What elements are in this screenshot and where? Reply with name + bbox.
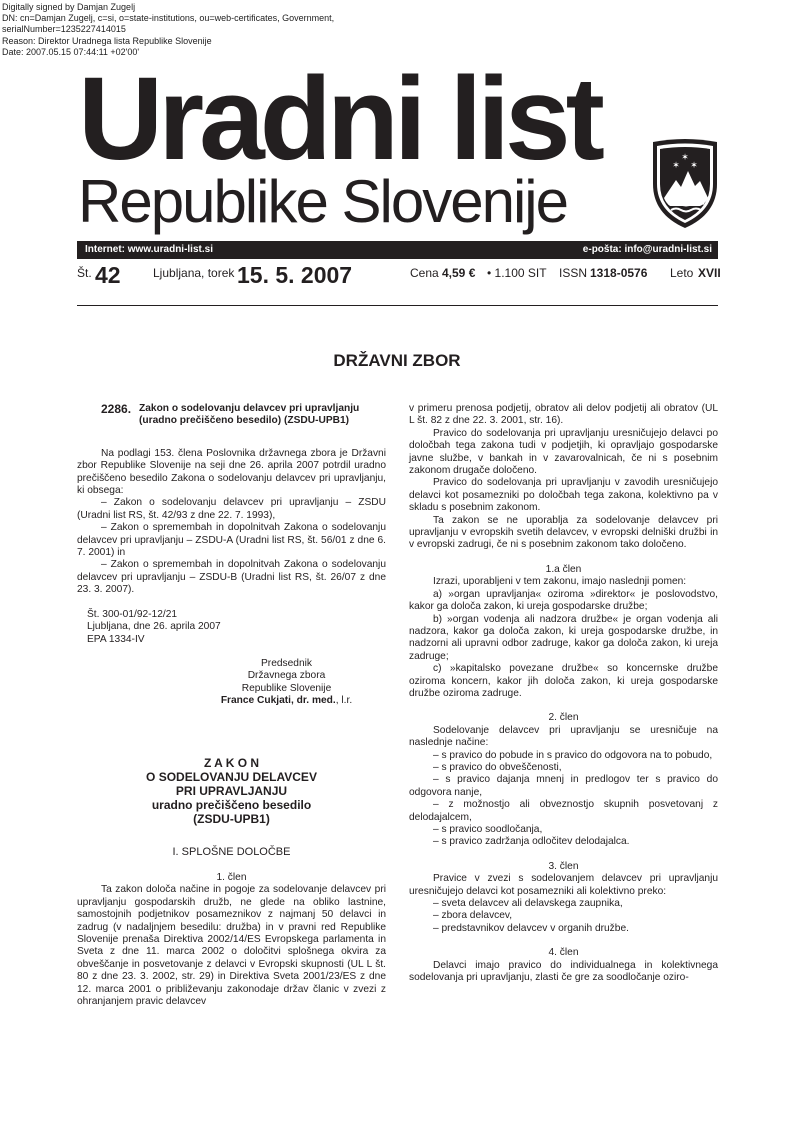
- price-eur: 4,59 €: [442, 266, 476, 280]
- article-heading: 2. člen: [548, 712, 579, 724]
- article-heading: 1.a člen: [545, 563, 582, 575]
- article-paragraph: Pravice v zvezi s sodelovanjem delavcev pri upravljanju uresničujejo delavci kot posamezniki ali kolektivno preko:: [409, 873, 718, 897]
- intro-paragraph: Na podlagi 153. člena Poslovnika državnega zbora je Državni zbor Republike Slovenije na seji dne 26. aprila 2007 potrdil uradno prečiščeno besedilo Zakona o sodelovanju delavcev pri upravljanju, ki obsega:: [77, 447, 386, 497]
- article-paragraph: Izrazi, uporabljeni v tem zakonu, imajo naslednji pomen:: [433, 576, 687, 588]
- svg-text:✶: ✶: [672, 161, 680, 171]
- signature-line: DN: cn=Damjan Zugelj, c=si, o=state-institutions, ou=web-certificates, Government,: [2, 13, 335, 24]
- svg-text:✶: ✶: [690, 161, 698, 171]
- reference-epa: EPA 1334-IV: [87, 633, 145, 645]
- signature-line: serialNumber=1235227414015: [2, 24, 126, 35]
- article-heading: 4. člen: [548, 947, 579, 959]
- list-item: – s pravico soodločanja,: [433, 824, 543, 835]
- signatory-title: Državnega zbora: [247, 670, 326, 682]
- item-title-line: Zakon o sodelovanju delavcev pri upravljanju: [139, 403, 360, 414]
- list-item: – s pravico do pobude in s pravico do odgovora na to pobudo,: [433, 749, 713, 761]
- issn-number: 1318-0576: [590, 266, 648, 280]
- law-list-item: – Zakon o sodelovanju delavcev pri upravljanju – ZSDU (Uradni list RS, št. 42/93 z dne 22. 7. 1993),: [77, 497, 386, 521]
- list-item: – s pravico dajanja mnenj in predlogov ter s pravico do odgovora nanje,: [409, 774, 718, 798]
- article-paragraph: Ta zakon določa načine in pogoje za sodelovanje delavcev pri upravljanju gospodarskih družb, ne glede na obliko lastnine, samostojnih podjetnikov posameznikov z najmanj 50 delavci in zadrug (v nadaljnjem besedilu: družba) in v pravni red Republike Slovenije prenaša Direktiva 2002/14/ES Evropskega parlamenta in Sveta z dne 11. marca 2002 o določitvi splošnega okvira za obveščanje in posvetovanje z delavci v Evropski skupnosti (UL L št. 80 z dne 23. 3. 2002, str. 29) in Direktiva Sveta 2001/23/ES z dne 12. marca 2001 o približevanju zakonodaje držav članic v zvezi z ohranjanjem pravic delavcev: [77, 884, 386, 1007]
- definition-item: c) »kapitalsko povezane družbe« so koncernske družbe oziroma koncern, kakor jih določa zakon, ki ureja gospodarske družbe oziroma zadruge.: [409, 663, 718, 699]
- list-item: – predstavnikov delavcev v organih družbe.: [433, 922, 629, 934]
- header-divider: [77, 305, 718, 306]
- law-title-subtitle: uradno prečiščeno besedilo: [151, 797, 312, 812]
- email-link[interactable]: e-pošta: info@uradni-list.si: [582, 244, 712, 255]
- issue-number-label: Št.: [77, 266, 92, 280]
- article-paragraph: v primeru prenosa podjetij, obratov ali delov podjetij ali obratov (UL L št. 82 z dne 22. 3. 2001, str. 16).: [409, 403, 718, 427]
- signature-line: Reason: Direktor Uradnega lista Republike Slovenije: [2, 35, 212, 46]
- law-list-item: – Zakon o spremembah in dopolnitvah Zakona o sodelovanju delavcev pri upravljanju – ZSDU-B (Uradni list RS, št. 26/07 z dne 23. 3. 2007).: [77, 559, 386, 596]
- article-heading: 1. člen: [216, 871, 247, 883]
- reference-number: Št. 300-01/92-12/21: [87, 608, 178, 620]
- reference-place-date: Ljubljana, dne 26. aprila 2007: [87, 621, 221, 633]
- list-item: – zbora delavcev,: [433, 910, 513, 922]
- signature-line: Date: 2007.05.15 07:44:11 +02'00': [2, 46, 140, 57]
- law-title-abbr: (ZSDU-UPB1): [193, 811, 270, 826]
- list-item: – s pravico do obveščenosti,: [433, 761, 562, 773]
- coat-of-arms-icon: [650, 138, 720, 230]
- definition-item: b) »organ vodenja ali nadzora družbe« je organ vodenja ali nadzora, kakor ga določa zakon, ki ureja gospodarske družbe, in nadzorni ali upravni odbor zadruge, kakor ga določa zakon, ki ureja zadruge;: [409, 613, 718, 662]
- issn-label: ISSN: [559, 266, 588, 280]
- list-item: – s pravico zadržanja odločitev delodajalca.: [433, 836, 630, 848]
- item-title-line: (uradno prečiščeno besedilo) (ZSDU-UPB1): [139, 415, 350, 427]
- issue-number: 42: [95, 262, 121, 288]
- list-item: – sveta delavcev ali delavskega zaupnika,: [433, 898, 623, 910]
- masthead-subtitle: Republike Slovenije: [78, 168, 567, 235]
- article-paragraph: Delavci imajo pravico do individualnega in kolektivnega sodelovanja pri upravljanju, zlasti če gre za soodločanje oziro-: [409, 959, 718, 984]
- internet-link[interactable]: Internet: www.uradni-list.si: [85, 244, 213, 255]
- list-item: – z možnostjo ali obveznostjo skupnih posvetovanj z delodajalcem,: [409, 799, 718, 823]
- price-sit: • 1.100 SIT: [487, 266, 547, 280]
- law-title-word: Z A K O N: [203, 755, 260, 770]
- article-heading: 3. člen: [548, 860, 579, 872]
- item-number: 2286.: [101, 402, 132, 416]
- law-title: O SODELOVANJU DELAVCEV: [146, 769, 317, 784]
- price-label: Cena: [410, 266, 439, 280]
- chapter-heading: I. SPLOŠNE DOLOČBE: [172, 845, 291, 858]
- issue-info: [77, 262, 721, 292]
- article-paragraph: Pravico do sodelovanja pri upravljanju v zavodih uresničujejo delavci kot posamezniki po določbah tega zakona, kolektivno pa v skladu s posebnim zakonom.: [409, 477, 718, 514]
- item-header: [77, 403, 386, 428]
- definition-item: a) »organ upravljanja« oziroma »direktor« je poslovodstvo, kakor ga določa zakon, ki ureja gospodarske družbe;: [409, 588, 718, 613]
- signatory-title: Republike Slovenije: [241, 682, 332, 694]
- contact-bar: [77, 241, 718, 259]
- signatory-title: Predsednik: [261, 657, 312, 669]
- item-title: [139, 403, 359, 428]
- masthead-title: Uradni list: [78, 53, 600, 185]
- year-number: XVII: [698, 266, 721, 280]
- article-paragraph: Sodelovanje delavcev pri upravljanju se uresničuje na naslednje načine:: [409, 724, 718, 749]
- right-column: [409, 403, 718, 984]
- digital-signature-block: [2, 2, 334, 58]
- left-column: [77, 403, 386, 1008]
- year-label: Leto: [670, 266, 694, 280]
- law-list-item: – Zakon o spremembah in dopolnitvah Zakona o sodelovanju delavcev pri upravljanju – ZSDU-A (Uradni list RS, št. 56/01 z dne 6. 7. 2001) in: [77, 522, 386, 559]
- issue-place-day: Ljubljana, torek: [153, 266, 235, 280]
- signatory-name-line: [77, 695, 386, 707]
- article-paragraph: Pravico do sodelovanja pri upravljanju uresničujejo delavci po določbah tega zakona tudi v podjetjih, ki opravljajo gospodarske javne službe, v bankah in v zavarovalnicah, če ni s posebnim zakonom drugače določeno.: [409, 427, 718, 477]
- law-title: PRI UPRAVLJANJU: [175, 783, 288, 798]
- signature-line: Digitally signed by Damjan Zugelj: [2, 2, 136, 12]
- section-title: DRŽAVNI ZBOR: [333, 351, 461, 370]
- signatory-suffix: , l.r.: [335, 695, 353, 707]
- svg-text:✶: ✶: [681, 153, 689, 163]
- article-paragraph: Ta zakon se ne uporablja za sodelovanje delavcev pri upravljanju v evropskih svetih delavcev, v evropski delniški družbi in v evropski zadrugi, če ni s posebnim zakonom tako določeno.: [409, 514, 718, 551]
- issue-date: 15. 5. 2007: [237, 262, 353, 288]
- signatory-name: France Cukjati, dr. med.: [220, 695, 336, 707]
